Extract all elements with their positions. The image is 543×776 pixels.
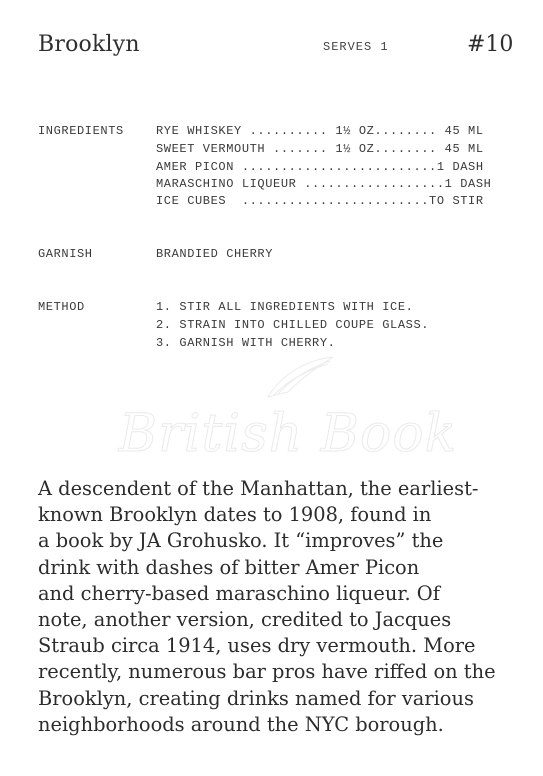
ingredient-row: MARASCHINO LIQUEUR ..................1 DASH <box>156 177 492 191</box>
description-line: known Brooklyn dates to 1908, found in <box>38 503 432 527</box>
garnish-label: GARNISH <box>38 247 93 261</box>
recipe-number: #10 <box>467 32 514 57</box>
garnish-value: BRANDIED CHERRY <box>156 247 274 261</box>
description-line: and cherry-based maraschino liqueur. Of <box>38 581 440 605</box>
description-line: recently, numerous bar pros have riffed on the <box>38 660 496 684</box>
method-step: 3. GARNISH WITH CHERRY. <box>156 336 336 350</box>
description-line: neighborhoods around the NYC borough. <box>38 712 444 736</box>
description-paragraph <box>38 476 508 738</box>
description-line: drink with dashes of bitter Amer Picon <box>38 555 420 579</box>
ingredient-row: AMER PICON .........................1 DASH <box>156 160 484 174</box>
watermark-text: British Book <box>118 404 458 464</box>
description-line: Straub circa 1914, uses dry vermouth. More <box>38 634 476 658</box>
ingredients-label: INGREDIENTS <box>38 124 124 138</box>
description-line: a book by JA Grohusko. It “improves” the <box>38 529 444 553</box>
ingredient-row: SWEET VERMOUTH ....... 1½ OZ........ 45 ML <box>156 142 484 156</box>
method-label: METHOD <box>38 300 85 314</box>
recipe-title: Brooklyn <box>38 32 140 57</box>
description-line: Brooklyn, creating drinks named for various <box>38 686 474 710</box>
ingredient-row: ICE CUBES ........................TO STIR <box>156 194 484 208</box>
ingredient-row: RYE WHISKEY .......... 1½ OZ........ 45 ML <box>156 124 484 138</box>
method-step: 2. STRAIN INTO CHILLED COUPE GLASS. <box>156 318 430 332</box>
method-step: 1. STIR ALL INGREDIENTS WITH ICE. <box>156 300 414 314</box>
watermark <box>88 352 488 472</box>
description-line: note, another version, credited to Jacques <box>38 608 452 632</box>
description-line: A descendent of the Manhattan, the earliest- <box>38 477 479 500</box>
serves-count: SERVES 1 <box>323 40 389 54</box>
feather-icon <box>258 352 338 402</box>
